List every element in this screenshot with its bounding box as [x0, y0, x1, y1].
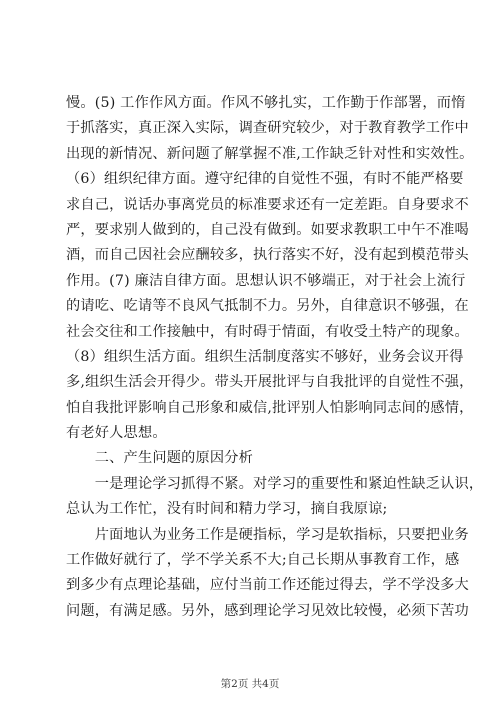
- text-line: 的请吃、吃请等不良风气抵制不力。另外，自律意识不够强，在: [66, 298, 469, 315]
- page-number: 第2页 共4页: [220, 678, 280, 690]
- text-line: 片面地认为业务工作是硬指标，学习是软指标，只要把业务: [66, 526, 469, 543]
- text-line: 多,组织生活会开得少。带头开展批评与自我批评的自觉性不强，: [66, 374, 474, 391]
- text-line: （8）组织生活方面。组织生活制度落实不够好，业务会议开得: [66, 348, 464, 365]
- text-line: 酒，而自己因社会应酬较多，执行落实不好，没有起到模范带头: [66, 247, 469, 264]
- text-line: 出现的新情况、新问题了解掌握不准,工作缺乏针对性和实效性。: [66, 145, 474, 162]
- body-text: [66, 91, 484, 624]
- text-line: 工作做好就行了，学不学关系不大;自己长期从事教育工作，感: [66, 552, 460, 569]
- text-line: 慢。(5) 工作作风方面。作风不够扎实，工作勤于作部署，而惰: [66, 95, 466, 111]
- text-line: 总认为工作忙，没有时间和精力学习，摘自我原谅;: [66, 501, 388, 518]
- text-line: 一是理论学习抓得不紧。对学习的重要性和紧迫性缺乏认识，: [66, 475, 484, 492]
- text-line: 怕自我批评影响自己形象和威信,批评别人怕影响同志间的感情，: [66, 399, 474, 416]
- text-line: 作用。(7) 廉洁自律方面。思想认识不够端正，对于社会上流行: [66, 272, 466, 289]
- section-heading: 二、产生问题的原因分析: [66, 450, 254, 467]
- text-line: （6）组织纪律方面。遵守纪律的自觉性不强，有时不能严格要: [66, 171, 464, 188]
- text-line: 严，要求别人做到的，自己没有做到。如要求教职工中午不准喝: [66, 221, 469, 238]
- text-line: 于抓落实，真正深入实际，调查研究较少，对于教育教学工作中: [66, 120, 469, 137]
- text-line: 社会交往和工作接触中，有时碍于情面，有收受土特产的现象。: [66, 323, 469, 340]
- text-line: 问题，有满足感。另外，感到理论学习见效比较慢，必须下苦功: [66, 602, 469, 619]
- text-line: 求自己，说话办事离党员的标准要求还有一定差距。自身要求不: [66, 196, 469, 213]
- text-line: 到多少有点理论基础，应付当前工作还能过得去，学不学没多大: [66, 577, 469, 594]
- text-line: 有老好人思想。: [66, 425, 167, 442]
